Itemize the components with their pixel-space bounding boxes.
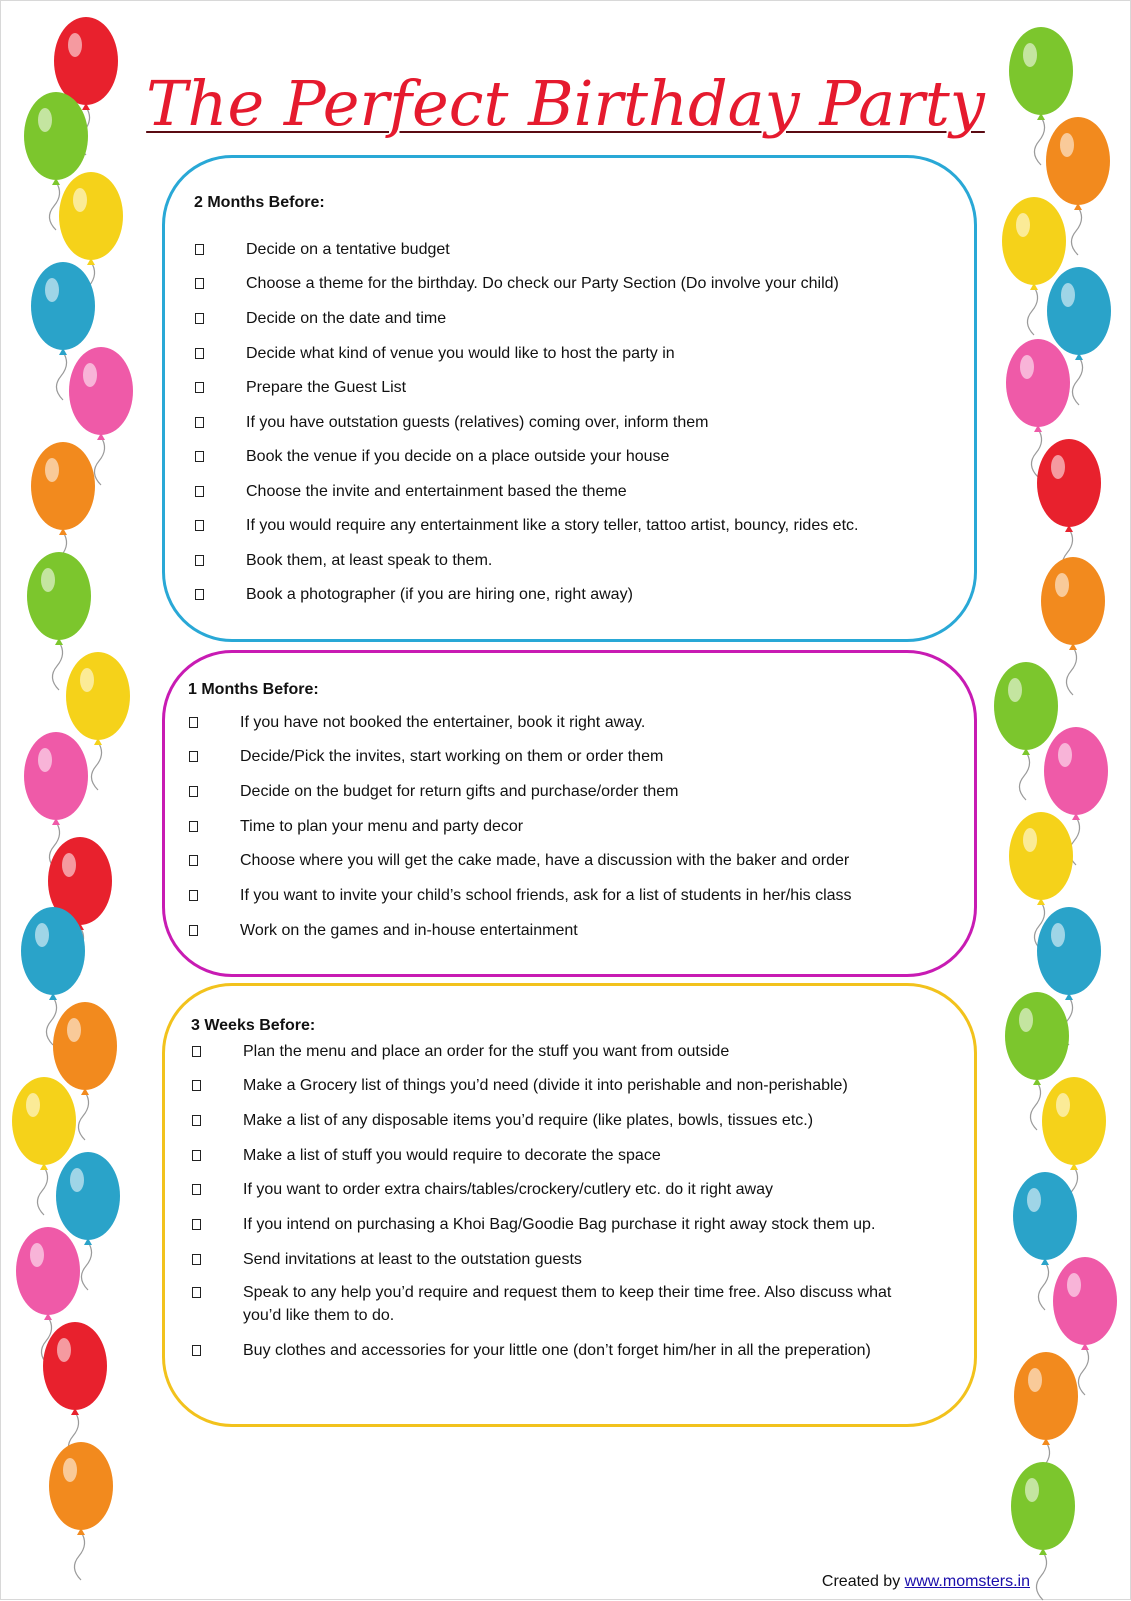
balloon-icon: [53, 1002, 117, 1140]
balloon-icon: [994, 662, 1058, 800]
footer-prefix: Created by: [821, 1573, 905, 1590]
checklist-item-text: Choose the invite and entertainment based the theme: [246, 483, 627, 500]
checklist-item-text: Decide/Pick the invites, start working on them or order them: [240, 748, 664, 765]
checkbox[interactable]: [192, 1254, 201, 1265]
balloon-icon: [1006, 339, 1070, 477]
checklist-item-text: Work on the games and in-house entertainment: [240, 922, 578, 939]
checkbox[interactable]: [192, 1219, 201, 1230]
balloon-icon: [1013, 1172, 1077, 1310]
checklist-item-text: Make a Grocery list of things you’d need (divide it into perishable and non-perishable): [243, 1077, 848, 1094]
checkbox[interactable]: [189, 855, 198, 866]
balloon-icon: [1047, 267, 1111, 405]
checkbox[interactable]: [195, 417, 204, 428]
section-heading: 1 Months Before:: [188, 681, 319, 698]
balloon-icon: [21, 907, 85, 1045]
checkbox[interactable]: [192, 1150, 201, 1161]
checklist-item-text: If you want to invite your child’s school friends, ask for a list of students in her/his class: [240, 887, 852, 904]
section-2-months-before: [162, 155, 977, 642]
balloon-icon: [69, 347, 133, 485]
checkbox[interactable]: [195, 313, 204, 324]
checklist-item-text: Choose where you will get the cake made, have a discussion with the baker and order: [240, 852, 850, 869]
checklist-item-text: Make a list of any disposable items you’d require (like plates, bowls, tissues etc.): [243, 1112, 814, 1129]
balloon-icon: [27, 552, 91, 690]
balloon-icon: [31, 442, 95, 580]
checklist-item-text: Book them, at least speak to them.: [246, 552, 493, 569]
checkbox[interactable]: [189, 925, 198, 936]
checkbox[interactable]: [195, 555, 204, 566]
checklist-item-text: Decide on the date and time: [246, 310, 447, 327]
checklist-item-text: Book the venue if you decide on a place outside your house: [246, 448, 670, 465]
checkbox[interactable]: [195, 589, 204, 600]
balloon-icon: [1005, 992, 1069, 1130]
checkbox[interactable]: [189, 717, 198, 728]
section-1-months-before: [162, 650, 977, 977]
balloon-icon: [1053, 1257, 1117, 1395]
balloon-icon: [31, 262, 95, 400]
footer-link[interactable]: www.momsters.in: [904, 1573, 1030, 1590]
checklist-item-text: Decide on a tentative budget: [246, 241, 450, 258]
checkbox[interactable]: [192, 1080, 201, 1091]
checklist-item-text: If you have outstation guests (relatives) coming over, inform them: [246, 414, 709, 431]
checklist-item-text: Prepare the Guest List: [246, 379, 407, 396]
checkbox[interactable]: [195, 244, 204, 255]
balloon-icon: [1014, 1352, 1078, 1490]
checkbox[interactable]: [192, 1287, 201, 1298]
balloon-icon: [43, 1322, 107, 1460]
balloon-icon: [16, 1227, 80, 1365]
balloon-icon: [1042, 1077, 1106, 1215]
balloon-icon: [1044, 727, 1108, 865]
section-3-weeks-before: [162, 983, 977, 1427]
checkbox[interactable]: [192, 1184, 201, 1195]
section-heading: 3 Weeks Before:: [191, 1017, 316, 1034]
checklist-item-text: If you have not booked the entertainer, book it right away.: [240, 714, 646, 731]
checkbox[interactable]: [192, 1046, 201, 1057]
checkbox[interactable]: [195, 486, 204, 497]
balloon-icon: [49, 1442, 113, 1580]
balloon-icon: [12, 1077, 76, 1215]
page-title: The Perfect Birthday Party: [146, 67, 985, 140]
checklist-item-text: Book a photographer (if you are hiring one, right away): [246, 586, 633, 603]
checklist-item-text: Send invitations at least to the outstation guests: [243, 1251, 582, 1268]
checklist-item-text: Speak to any help you’d require and request them to keep their time free. Also discuss what you’d like them to do.: [243, 1284, 892, 1324]
checkbox[interactable]: [195, 382, 204, 393]
balloon-icon: [66, 652, 130, 790]
checklist-item-text: If you intend on purchasing a Khoi Bag/Goodie Bag purchase it right away stock them up.: [243, 1216, 876, 1233]
checkbox[interactable]: [189, 890, 198, 901]
checkbox[interactable]: [195, 451, 204, 462]
checklist-item-text: Buy clothes and accessories for your little one (don’t forget him/her in all the preperation): [243, 1342, 871, 1359]
section-heading: 2 Months Before:: [194, 194, 325, 211]
checkbox[interactable]: [195, 278, 204, 289]
footer-credit: [822, 1573, 1030, 1591]
checkbox[interactable]: [195, 348, 204, 359]
balloon-icon: [24, 732, 88, 870]
balloon-icon: [56, 1152, 120, 1290]
checklist-item-text: Make a list of stuff you would require to decorate the space: [243, 1147, 661, 1164]
checklist-item-text: Decide what kind of venue you would like to host the party in: [246, 345, 675, 362]
balloon-icon: [59, 172, 123, 310]
balloon-icon: [1009, 812, 1073, 950]
checklist-item-text: Choose a theme for the birthday. Do check our Party Section (Do involve your child): [246, 275, 839, 292]
balloon-icon: [48, 837, 112, 975]
checkbox[interactable]: [189, 821, 198, 832]
checkbox[interactable]: [192, 1115, 201, 1126]
balloon-icon: [1037, 439, 1101, 577]
checklist-item-text: Decide on the budget for return gifts and purchase/order them: [240, 783, 679, 800]
balloon-icon: [1002, 197, 1066, 335]
balloon-icon: [1037, 907, 1101, 1045]
balloon-icon: [1041, 557, 1105, 695]
checklist-item-text: If you would require any entertainment like a story teller, tattoo artist, bouncy, rides etc.: [246, 517, 859, 534]
checklist-item-text: Plan the menu and place an order for the stuff you want from outside: [243, 1043, 730, 1060]
checklist-item-text: If you want to order extra chairs/tables/crockery/cutlery etc. do it right away: [243, 1181, 773, 1198]
checkbox[interactable]: [192, 1345, 201, 1356]
checkbox[interactable]: [195, 520, 204, 531]
checkbox[interactable]: [189, 786, 198, 797]
checklist-item-text: Time to plan your menu and party decor: [240, 818, 524, 835]
checkbox[interactable]: [189, 751, 198, 762]
